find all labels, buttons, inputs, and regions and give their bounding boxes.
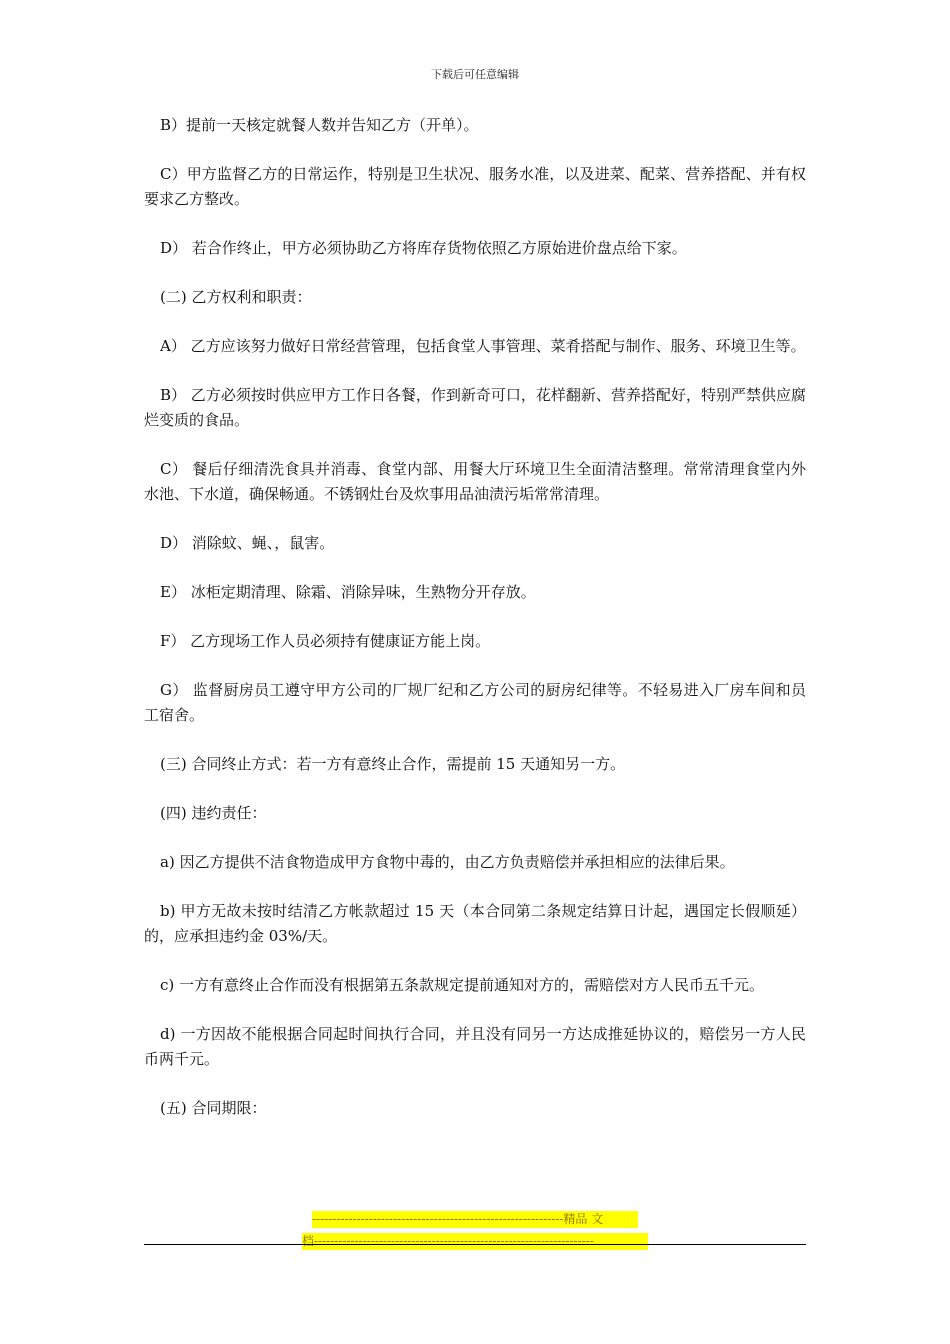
paragraph-d-delay-compensation: d) 一方因故不能根据合同起时间执行合同，并且没有同另一方达成推延协议的，赔偿另一方人民币两千元。 [144, 1025, 806, 1068]
paragraph-d-pest-control: D） 消除蚊、蝇、，鼠害。 [160, 534, 335, 552]
paragraph-g-discipline: G） 监督厨房员工遵守甲方公司的厂规厂纪和乙方公司的厨房纪律等。不轻易进入厂房车间和员工宿舍。 [144, 681, 806, 724]
footer-divider [144, 1244, 806, 1245]
section-heading-contract-term: (五) 合同期限： [160, 1099, 267, 1117]
section-heading-liability: (四) 违约责任： [160, 804, 267, 822]
paragraph-b-late-payment: b) 甲方无故未按时结清乙方帐款超过 15 天（本合同第二条规定结算日计起，遇国定长假顺延）的，应承担违约金 03%/天。 [144, 902, 806, 945]
footer-line-2: 档--------------------------------------------------------------------- [302, 1233, 648, 1250]
paragraph-c-supervise: C）甲方监督乙方的日常运作，特别是卫生状况、服务水准，以及进菜、配菜、营养搭配、并有权要求乙方整改。 [144, 165, 806, 208]
paragraph-c-cleaning: C） 餐后仔细清洗食具并消毒、食堂内部、用餐大厅环境卫生全面清洁整理。常常清理食堂内外水池、下水道，确保畅通。不锈钢灶台及炊事用品油渍污垢常常清理。 [144, 460, 806, 503]
paragraph-b-meal-supply: B） 乙方必须按时供应甲方工作日各餐，作到新奇可口，花样翻新、营养搭配好，特别严禁供应腐烂变质的食品。 [144, 386, 806, 429]
paragraph-b-provide-headcount: B）提前一天核定就餐人数并告知乙方（开单）。 [160, 116, 479, 134]
document-body [144, 113, 806, 1145]
section-heading-party-b-rights: (二) 乙方权利和职责： [160, 288, 312, 306]
paragraph-a-food-poisoning: a) 因乙方提供不洁食物造成甲方食物中毒的，由乙方负责赔偿并承担相应的法律后果。 [160, 853, 735, 871]
section-heading-termination: (三) 合同终止方式：若一方有意终止合作，需提前 15 天通知另一方。 [160, 755, 626, 773]
footer-watermark [302, 1211, 648, 1255]
paragraph-f-health-certificate: F） 乙方现场工作人员必须持有健康证方能上岗。 [160, 632, 491, 650]
paragraph-c-early-termination: c) 一方有意终止合作而没有根据第五条款规定提前通知对方的，需赔偿对方人民币五千元。 [160, 976, 765, 994]
paragraph-e-freezer: E） 冰柜定期清理、除霜、消除异味，生熟物分开存放。 [160, 583, 536, 601]
footer-line-1: --------------------------------------------------------------精品 文 [312, 1211, 638, 1228]
paragraph-a-daily-management: A） 乙方应该努力做好日常经营管理，包括食堂人事管理、菜肴搭配与制作、服务、环境卫生等。 [160, 337, 806, 355]
page-header: 下载后可任意编辑 [431, 68, 519, 81]
paragraph-d-termination-inventory: D） 若合作终止，甲方必须协助乙方将库存货物依照乙方原始进价盘点给下家。 [160, 239, 687, 257]
